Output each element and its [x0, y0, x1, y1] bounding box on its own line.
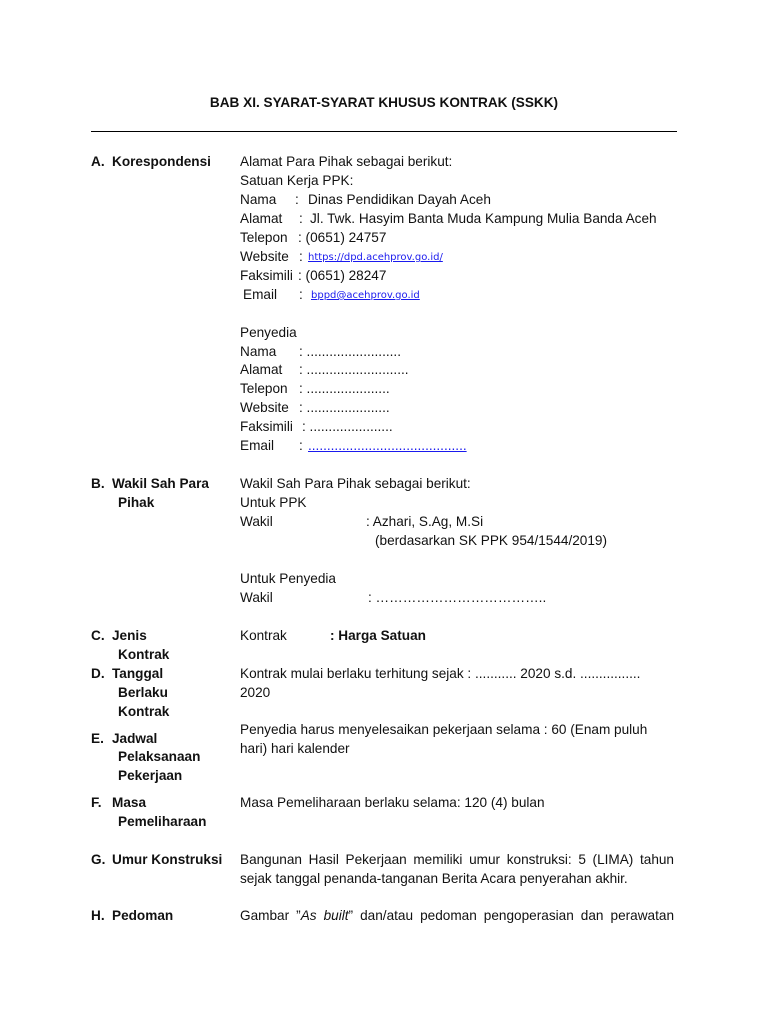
penyedia-faksimili-label: Faksimili [240, 419, 293, 434]
ppk-website-label: Website [240, 249, 289, 264]
penyedia-email-sep: : [299, 438, 303, 453]
section-label-line1: Jenis [112, 628, 147, 643]
section-letter: E. [91, 731, 104, 746]
section-text-line2: 2020 [240, 685, 271, 700]
ppk-telepon-label: Telepon [240, 230, 288, 245]
section-label-line3: Pekerjaan [118, 768, 183, 783]
section-label: Pedoman [112, 908, 174, 923]
ppk-wakil-label: Wakil [240, 514, 273, 529]
page-title: BAB XI. SYARAT-SYARAT KHUSUS KONTRAK (SSKK) [209, 95, 559, 110]
ppk-faksimili-value: : (0651) 28247 [298, 268, 387, 283]
ppk-alamat-label: Alamat [240, 211, 283, 226]
ppk-email-label: Email [243, 287, 277, 302]
section-letter: G. [91, 852, 106, 867]
ppk-wakil-note: (berdasarkan SK PPK 954/1544/2019) [375, 533, 608, 548]
ppk-nama-label: Nama [240, 192, 277, 207]
ppk-wakil-value: : Azhari, S.Ag, M.Si [366, 514, 484, 529]
ppk-nama-sep: : [295, 192, 299, 207]
text-post: ” dan/atau pedoman pengoperasian dan perawatan [348, 908, 675, 923]
penyedia-alamat-value: : ........................... [299, 362, 409, 377]
title-divider [91, 131, 677, 132]
penyedia-faksimili-value: : ...................... [302, 419, 393, 434]
section-intro: Alamat Para Pihak sebagai berikut: [240, 154, 453, 169]
penyedia-heading: Untuk Penyedia [240, 571, 336, 586]
section-label-line1: Tanggal [112, 666, 164, 681]
text-emphasis: As built [300, 908, 349, 923]
penyedia-email-link[interactable]: .......................................... [308, 438, 467, 453]
section-text-line2: sejak tanggal penanda-tanganan Berita Acara penyerahan akhir. [240, 871, 628, 886]
section-letter: C. [91, 628, 105, 643]
penyedia-nama-label: Nama [240, 344, 277, 359]
section-label-line1: Masa [112, 795, 147, 810]
penyedia-website-label: Website [240, 400, 289, 415]
penyedia-alamat-label: Alamat [240, 362, 283, 377]
penyedia-heading: Penyedia [240, 325, 297, 340]
section-label-line2: Pemeliharaan [118, 814, 207, 829]
ppk-email-link[interactable]: bppd@acehprov.go.id [311, 290, 420, 301]
section-text-line1: Bangunan Hasil Pekerjaan memiliki umur konstruksi: 5 (LIMA) tahun [240, 852, 674, 867]
ppk-alamat-value: Jl. Twk. Hasyim Banta Muda Kampung Mulia Banda Aceh [310, 211, 657, 226]
section-label-line2: Kontrak [118, 647, 170, 662]
section-text-line1: Penyedia harus menyelesaikan pekerjaan selama : 60 (Enam puluh [240, 722, 648, 737]
ppk-telepon-value: : (0651) 24757 [298, 230, 387, 245]
ppk-heading: Untuk PPK [240, 495, 307, 510]
ppk-website-link[interactable]: https://dpd.acehprov.go.id/ [308, 252, 443, 263]
ppk-alamat-sep: : [299, 211, 303, 226]
penyedia-wakil-label: Wakil [240, 590, 273, 605]
section-label-line1: Jadwal [112, 731, 158, 746]
ppk-faksimili-label: Faksimili [240, 268, 293, 283]
penyedia-website-value: : ...................... [299, 400, 390, 415]
section-label-line2: Pihak [118, 495, 155, 510]
section-label-line3: Kontrak [118, 704, 170, 719]
section-label: Umur Konstruksi [112, 852, 223, 867]
penyedia-telepon-value: : ...................... [299, 381, 390, 396]
kontrak-label: Kontrak [240, 628, 287, 643]
ppk-website-sep: : [299, 249, 303, 264]
section-text: Masa Pemeliharaan berlaku selama: 120 (4) bulan [240, 795, 545, 810]
penyedia-wakil-value: : ……………………………….. [368, 590, 547, 605]
ppk-heading: Satuan Kerja PPK: [240, 173, 354, 188]
section-label-line1: Wakil Sah Para [112, 476, 209, 491]
section-letter: D. [91, 666, 105, 681]
penyedia-email-label: Email [240, 438, 274, 453]
section-text-line2: hari) hari kalender [240, 741, 350, 756]
section-label-line2: Pelaksanaan [118, 749, 201, 764]
section-text-line1: Kontrak mulai berlaku terhitung sejak : ........... 2020 s.d. ................ [240, 666, 641, 681]
ppk-email-sep: : [299, 287, 303, 302]
section-letter: B. [91, 476, 105, 491]
section-letter: F. [91, 795, 102, 810]
ppk-nama-value: Dinas Pendidikan Dayah Aceh [308, 192, 491, 207]
penyedia-telepon-label: Telepon [240, 381, 288, 396]
section-letter: H. [91, 908, 105, 923]
section-intro: Wakil Sah Para Pihak sebagai berikut: [240, 476, 471, 491]
text-pre: Gambar ” [240, 908, 301, 923]
section-label: Korespondensi [112, 154, 211, 169]
penyedia-nama-value: : ......................... [299, 344, 401, 359]
section-letter: A. [91, 154, 105, 169]
kontrak-value: : Harga Satuan [330, 628, 426, 643]
section-text [240, 907, 674, 925]
section-label-line2: Berlaku [118, 685, 168, 700]
